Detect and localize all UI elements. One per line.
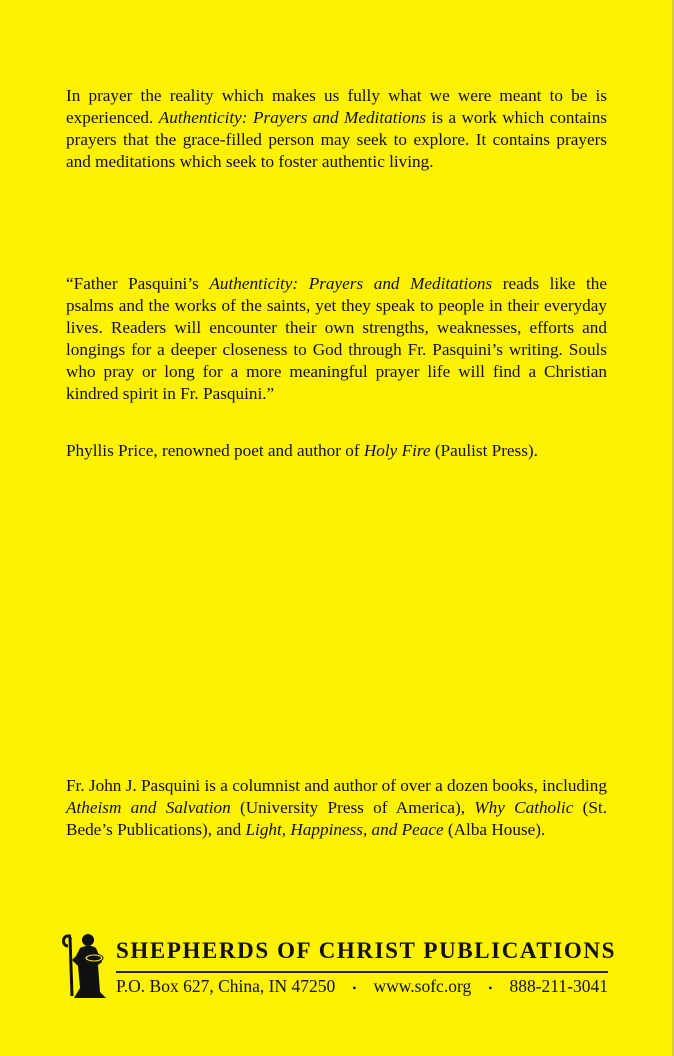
publisher-footer [62, 930, 617, 1000]
book-title: Authenticity: Prayers and Meditations [158, 108, 427, 127]
divider [116, 971, 608, 973]
bio-paragraph [66, 775, 607, 841]
bio-text: (Alba House). [443, 820, 546, 839]
bio-text: (University Press of America), [230, 798, 475, 817]
cited-book-title: Why Catholic [474, 798, 574, 817]
cited-book-title: Light, Happiness, and Peace [245, 820, 444, 839]
book-title: Authenticity: Prayers and Meditations [209, 274, 493, 293]
website-text: www.sofc.org [373, 976, 472, 996]
mailing-address: P.O. Box 627, China, IN 47250 [116, 976, 336, 996]
book-blurb [66, 85, 607, 173]
blurb-text: In prayer the reality which makes us fully what we were meant to be is experienced. [66, 86, 607, 127]
attribution-text: Phyllis Price, renowned poet and author of [66, 441, 364, 460]
quote-text: “Father Pasquini’s [66, 274, 210, 293]
endorsement-quote [66, 273, 607, 405]
cited-book-title: Atheism and Salvation [66, 798, 231, 817]
blurb-text: is a work which contains prayers that the grace-filled person may seek to explore. It contains prayers and meditations which seek to foster authentic living. [66, 108, 607, 171]
attribution-paragraph [66, 440, 607, 462]
phone-number: 888-211-3041 [509, 976, 608, 996]
quote-paragraph [66, 273, 607, 405]
publisher-contact [116, 976, 608, 997]
blurb-paragraph [66, 85, 607, 173]
bio-text: (St. Bede’s Publications), and [66, 798, 607, 839]
separator-dot: • [488, 981, 493, 995]
publisher-name: SHEPHERDS OF CHRIST PUBLICATIONS [116, 938, 617, 963]
author-bio [66, 775, 607, 841]
separator-dot: • [352, 981, 357, 995]
quote-text: reads like the psalms and the works of the saints, yet they speak to people in their everyday lives. Readers will encounter their own strengths, weaknesses, efforts and longings for a deeper closeness to God through Fr. Pasquini’s writing. Souls who pray or long for a more meaningful prayer life will find a Christian kindred spirit in Fr. Pasquini.” [66, 274, 607, 403]
attribution-text: (Paulist Press). [430, 441, 538, 460]
cited-book-title: Holy Fire [363, 441, 431, 460]
quote-attribution [66, 440, 607, 462]
shepherd-with-staff-icon [62, 932, 110, 998]
bio-text: Fr. John J. Pasquini is a columnist and author of over a dozen books, including [66, 776, 607, 795]
